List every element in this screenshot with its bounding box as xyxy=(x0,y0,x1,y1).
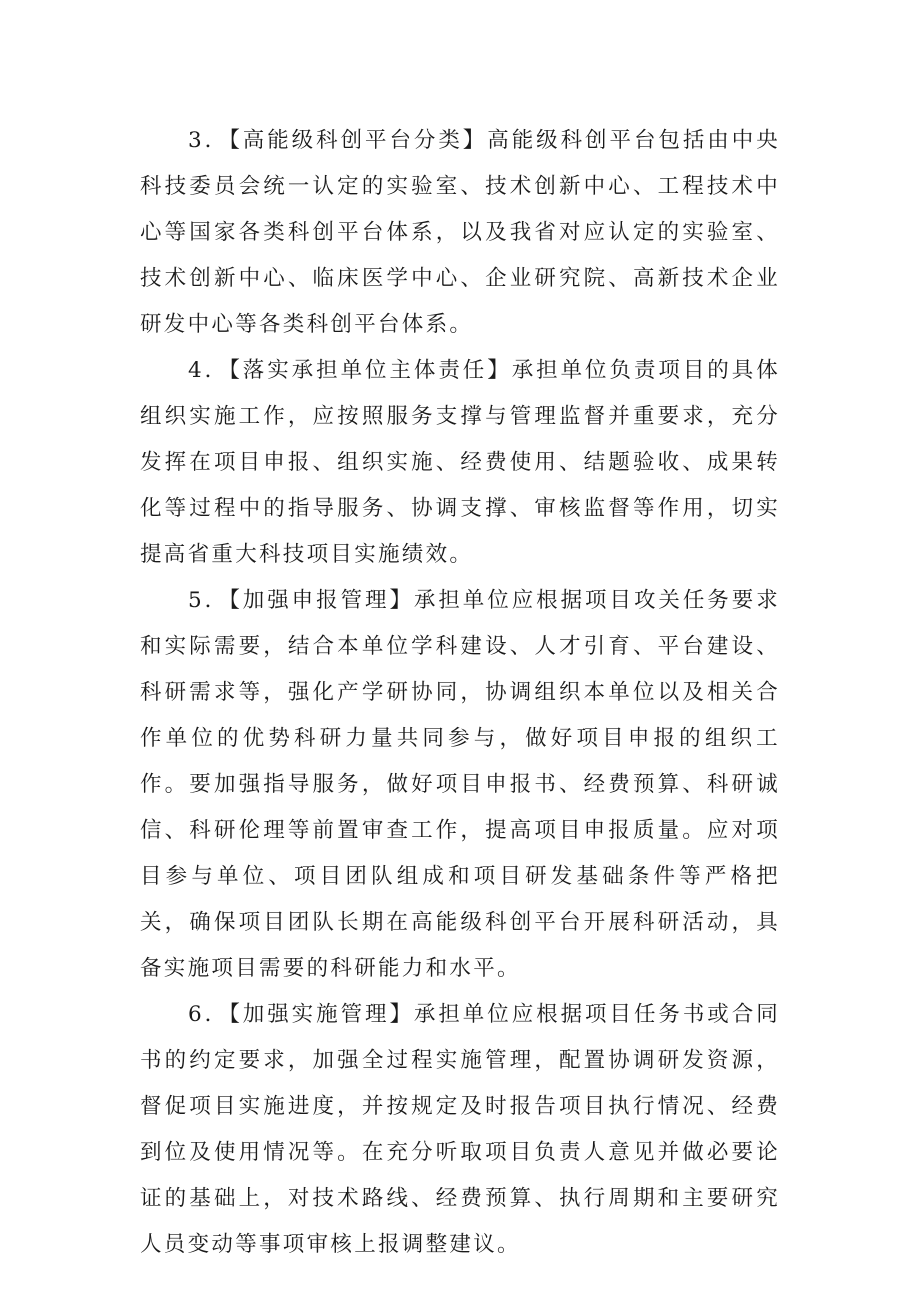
paragraph-4-unit-responsibility: 4．【落实承担单位主体责任】承担单位负责项目的具体组织实施工作，应按照服务支撑与管理监督并重要求，充分发挥在项目申报、组织实施、经费使用、结题验收、成果转化等过程中的指导服务、协调支撑、审核监督等作用，切实提高省重大科技项目实施绩效。 xyxy=(140,358,780,567)
paragraph-3-platform-classification: 3．【高能级科创平台分类】高能级科创平台包括由中央科技委员会统一认定的实验室、技术创新中心、工程技术中心等国家各类科创平台体系，以及我省对应认定的实验室、技术创新中心、临床医学中心、企业研究院、高新技术企业研发中心等各类科创平台体系。 xyxy=(140,128,780,337)
document-body xyxy=(140,118,780,1268)
paragraph-6-implementation-management: 6．【加强实施管理】承担单位应根据项目任务书或合同书的约定要求，加强全过程实施管理，配置协调研发资源，督促项目实施进度，并按规定及时报告项目执行情况、经费到位及使用情况等。在充分听取项目负责人意见并做必要论证的基础上，对技术路线、经费预算、执行周期和主要研究人员变动等事项审核上报调整建议。 xyxy=(140,1002,780,1257)
paragraph-5-application-management: 5．【加强申报管理】承担单位应根据项目攻关任务要求和实际需要，结合本单位学科建设、人才引育、平台建设、科研需求等，强化产学研协同，协调组织本单位以及相关合作单位的优势科研力量共同参与，做好项目申报的组织工作。要加强指导服务，做好项目申报书、经费预算、科研诚信、科研伦理等前置审查工作，提高项目申报质量。应对项目参与单位、项目团队组成和项目研发基础条件等严格把关，确保项目团队长期在高能级科创平台开展科研活动，具备实施项目需要的科研能力和水平。 xyxy=(140,588,780,981)
